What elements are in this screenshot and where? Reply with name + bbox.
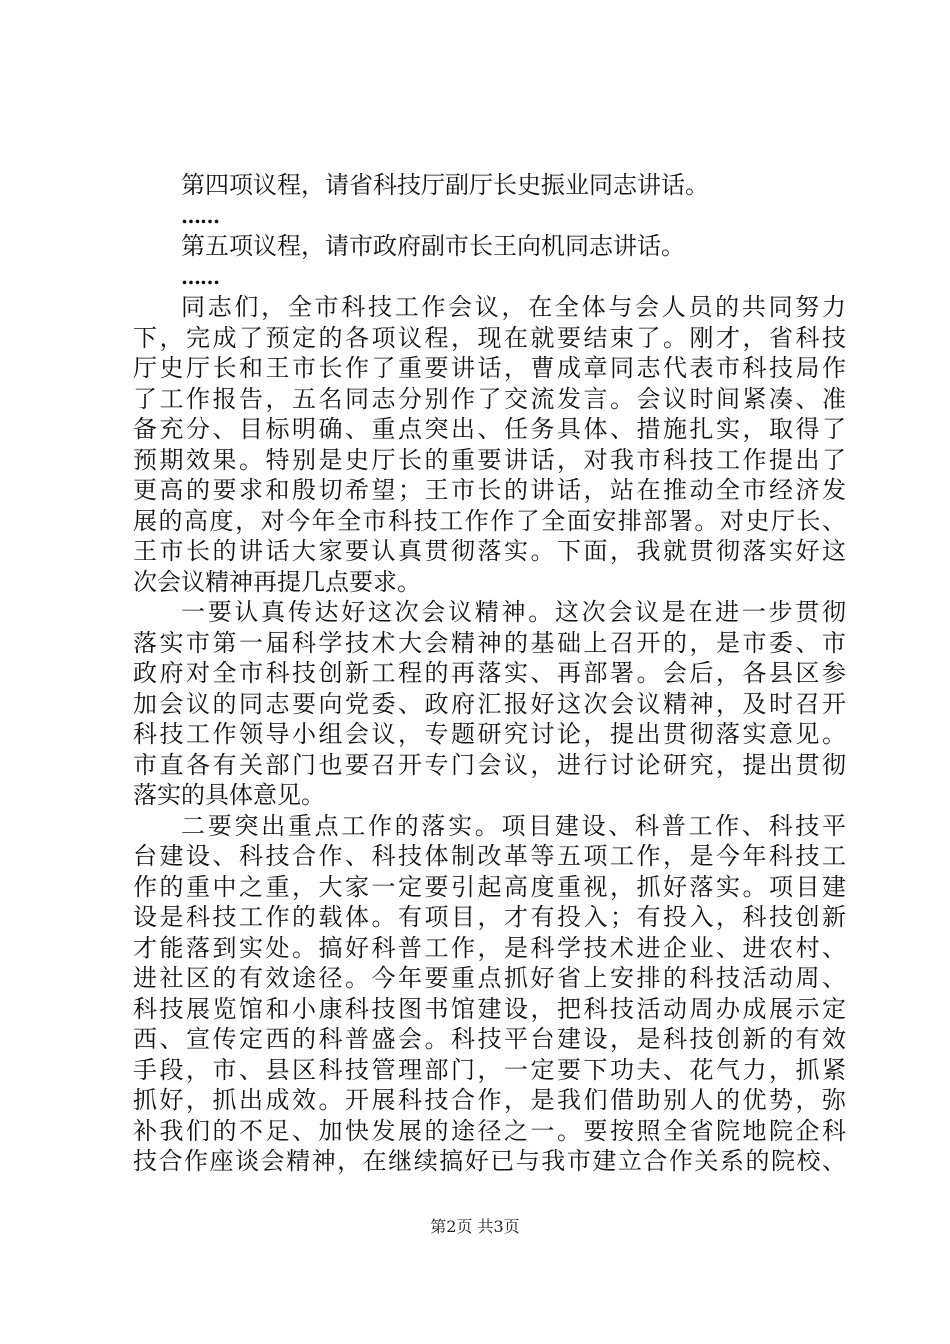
text-line: 科技工作领导小组会议，专题研究讨论，提出贯彻落实意见。 bbox=[133, 720, 846, 748]
page-number-label: 第2页 共3页 bbox=[430, 1217, 520, 1236]
text-line: 第四项议程，请省科技厅副厅长史振业同志讲话。 bbox=[181, 171, 709, 199]
text-line: 王市长的讲话大家要认真贯彻落实。下面，我就贯彻落实好这 bbox=[133, 537, 846, 565]
text-line: 政府对全市科技创新工程的再落实、再部署。会后，各县区参 bbox=[133, 659, 846, 687]
text-line: 厅史厅长和王市长作了重要讲话，曹成章同志代表市科技局作 bbox=[133, 354, 846, 382]
text-line: 技合作座谈会精神，在继续搞好已与我市建立合作关系的院校、 bbox=[133, 1147, 846, 1175]
text-line: 落实市第一届科学技术大会精神的基础上召开的，是市委、市 bbox=[133, 628, 846, 657]
document-body bbox=[133, 170, 846, 1177]
ellipsis-line: …… bbox=[181, 264, 219, 289]
text-line: 抓好，抓出成效。开展科技合作，是我们借助别人的优势，弥 bbox=[133, 1086, 846, 1114]
text-line: 补我们的不足、加快发展的途径之一。要按照全省院地院企科 bbox=[133, 1116, 846, 1145]
text-line: 下，完成了预定的各项议程，现在就要结束了。刚才，省科技 bbox=[133, 323, 846, 352]
text-line: 市直各有关部门也要召开专门会议，进行讨论研究，提出贯彻 bbox=[133, 750, 846, 779]
text-line: 预期效果。特别是史厅长的重要讲话，对我市科技工作提出了 bbox=[133, 445, 846, 474]
text-line: 设是科技工作的载体。有项目，才有投入；有投入，科技创新 bbox=[133, 903, 846, 931]
text-line: 科技展览馆和小康科技图书馆建设，把科技活动周办成展示定 bbox=[133, 994, 846, 1023]
text-line: 作的重中之重，大家一定要引起高度重视，抓好落实。项目建 bbox=[133, 872, 846, 901]
text-line: 落实的具体意见。 bbox=[133, 781, 325, 809]
text-line: 手段，市、县区科技管理部门，一定要下功夫、花气力，抓紧 bbox=[133, 1055, 846, 1084]
text-line: 才能落到实处。搞好科普工作，是科学技术进企业、进农村、 bbox=[133, 933, 846, 962]
text-line: 同志们，全市科技工作会议，在全体与会人员的共同努力 bbox=[181, 293, 846, 321]
text-line: 西、宣传定西的科普盛会。科技平台建设，是科技创新的有效 bbox=[133, 1025, 846, 1053]
text-line: 次会议精神再提几点要求。 bbox=[133, 567, 421, 596]
ellipsis-line: …… bbox=[181, 203, 219, 228]
text-line: 台建设、科技合作、科技体制改革等五项工作，是今年科技工 bbox=[133, 842, 846, 870]
text-line: 展的高度，对今年全市科技工作作了全面安排部署。对史厅长、 bbox=[133, 506, 846, 535]
text-line: 备充分、目标明确、重点突出、任务具体、措施扎实，取得了 bbox=[133, 415, 846, 443]
text-line: 更高的要求和殷切希望；王市长的讲话，站在推动全市经济发 bbox=[133, 476, 846, 504]
text-line: 二要突出重点工作的落实。项目建设、科普工作、科技平 bbox=[181, 811, 846, 840]
page-footer bbox=[0, 1214, 950, 1237]
text-line: 加会议的同志要向党委、政府汇报好这次会议精神，及时召开 bbox=[133, 689, 846, 718]
text-line: 进社区的有效途径。今年要重点抓好省上安排的科技活动周、 bbox=[133, 964, 846, 992]
text-line: 了工作报告，五名同志分别作了交流发言。会议时间紧凑、准 bbox=[133, 384, 846, 413]
text-line: 第五项议程，请市政府副市长王向机同志讲话。 bbox=[181, 232, 685, 260]
text-line: 一要认真传达好这次会议精神。这次会议是在进一步贯彻 bbox=[181, 598, 846, 626]
